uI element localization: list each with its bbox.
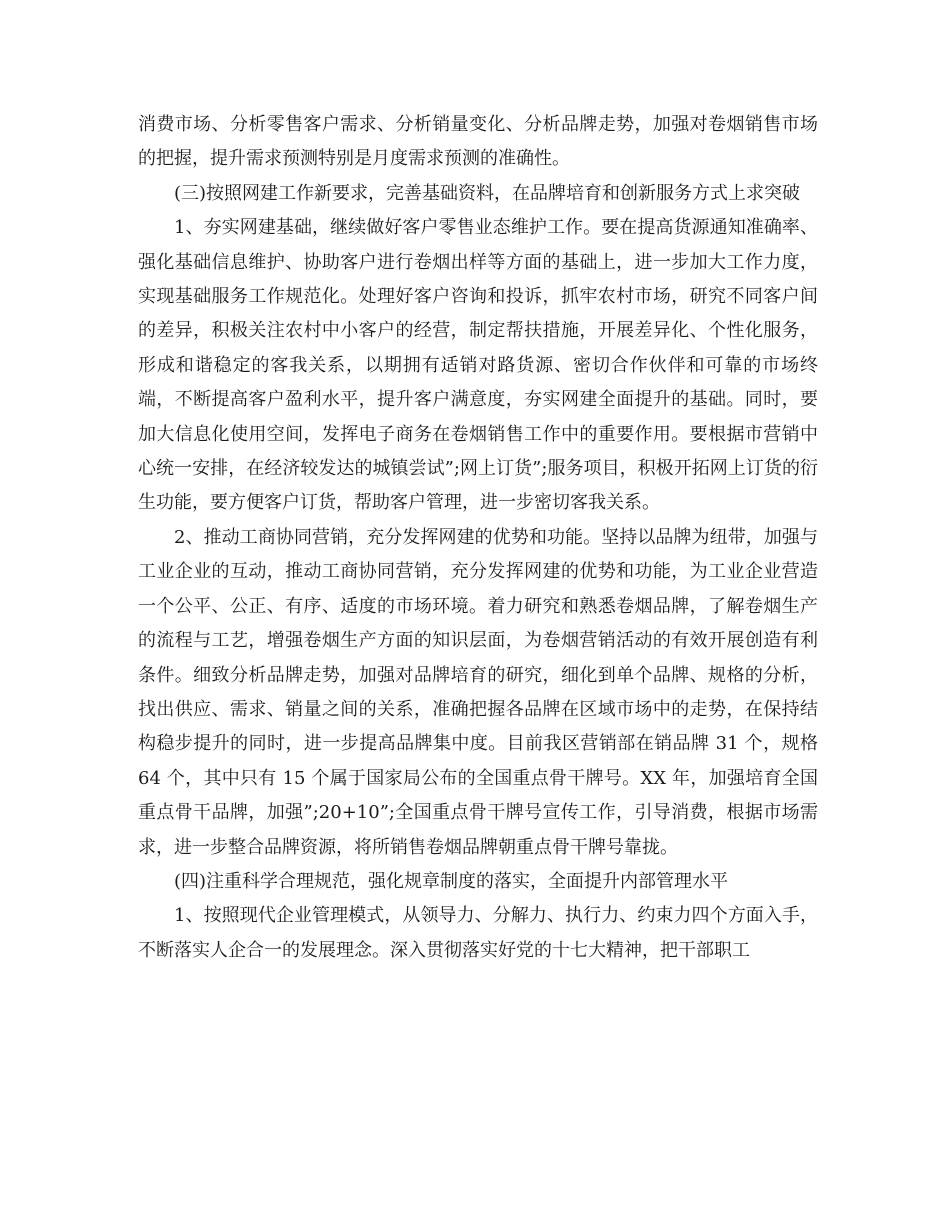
paragraph-3-2: 2、推动工商协同营销，充分发挥网建的优势和功能。坚持以品牌为纽带，加强与工业企业的互动，推动工商协同营销，充分发挥网建的优势和功能，为工业企业营造一个公平、公正、有序、适度的市场环境。着力研究和熟悉卷烟品牌，了解卷烟生产的流程与工艺，增强卷烟生产方面的知识层面，为卷烟营销活动的有效开展创造有利条件。细致分析品牌走势，加强对品牌培育的研究，细化到单个品牌、规格的分析，找出供应、需求、销量之间的关系，准确把握各品牌在区域市场中的走势，在保持结构稳步提升的同时，进一步提高品牌集中度。目前我区营销部在销品牌 31 个，规格 64 个，其中只有 15 个属于国家局公布的全国重点骨干牌号。XX 年，加强培育全国重点骨干品牌，加强”;20+10”;全国重点骨干牌号宣传工作，引导消费，根据市场需求，进一步整合品牌资源，将所销售卷烟品牌朝重点骨干牌号靠拢。 bbox=[138, 526, 824, 858]
document-page bbox=[138, 108, 824, 968]
paragraph-4-1: 1、按照现代企业管理模式，从领导力、分解力、执行力、约束力四个方面入手，不断落实人企合一的发展理念。深入贯彻落实好党的十七大精神，把干部职工 bbox=[138, 905, 818, 961]
paragraph-1: 消费市场、分析零售客户需求、分析销量变化、分析品牌走势，加强对卷烟销售市场的把握，提升需求预测特别是月度需求预测的准确性。 bbox=[138, 114, 818, 170]
section-heading-4: (四)注重科学合理规范，强化规章制度的落实，全面提升内部管理水平 bbox=[174, 870, 729, 892]
section-heading-3: (三)按照网建工作新要求，完善基础资料，在品牌培育和创新服务方式上求突破 bbox=[174, 182, 801, 204]
paragraph-3-1: 1、夯实网建基础，继续做好客户零售业态维护工作。要在提高货源通知准确率、强化基础信息维护、协助客户进行卷烟出样等方面的基础上，进一步加大工作力度，实现基础服务工作规范化。处理好客户咨询和投诉，抓牢农村市场，研究不同客户间的差异，积极关注农村中小客户的经营，制定帮扶措施，开展差异化、个性化服务，形成和谐稳定的客我关系，以期拥有适销对路货源、密切合作伙伴和可靠的市场终端，不断提高客户盈利水平，提升客户满意度，夯实网建全面提升的基础。同时，要加大信息化使用空间，发挥电子商务在卷烟销售工作中的重要作用。要根据市营销中心统一安排，在经济较发达的城镇尝试”;网上订货”;服务项目，积极开拓网上订货的衍生功能，要方便客户订货，帮助客户管理，进一步密切客我关系。 bbox=[138, 217, 818, 514]
